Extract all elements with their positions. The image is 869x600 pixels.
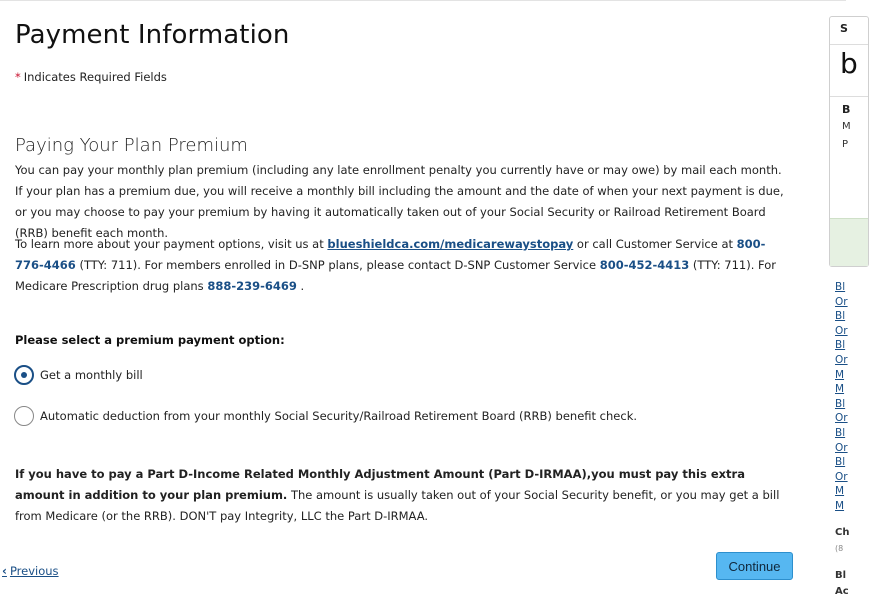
radio-label: Get a monthly bill <box>40 368 143 382</box>
customer-service-phone[interactable]: 800-776-4466 <box>15 237 766 272</box>
premium-description: You can pay your monthly plan premium (including any late enrollment penalty you currently have or may owe) by mail each month. If your plan has a premium due, you will receive a monthly bill including the amount and the date of when your next payment is due, or you may choose to pay your premium by having it automatically taken out of your Social Security or Railroad Retirement Board (RRB) benefit each month. <box>15 163 784 240</box>
sidebar-link[interactable]: Bl <box>835 281 846 293</box>
sidebar-contact-phone: (8 <box>835 544 844 553</box>
sidebar-footer-line-1: Bl <box>835 570 847 581</box>
sidebar-footer-text <box>835 568 849 600</box>
sidebar-link[interactable]: Or <box>835 412 848 425</box>
chevron-left-icon: ‹ <box>2 564 7 578</box>
sidebar-link[interactable]: Or <box>835 295 848 308</box>
dsnp-phone[interactable]: 800-452-4413 <box>599 258 690 272</box>
section-title: Paying Your Plan Premium <box>15 135 248 156</box>
top-divider <box>0 0 846 1</box>
info-text-c: (TTY: 711). For members enrolled in D-SNP plans, please contact D-SNP Customer Service <box>75 258 600 272</box>
sidebar-link[interactable]: Or <box>835 324 848 337</box>
sidebar-link[interactable]: Bl <box>835 339 846 352</box>
sidebar-contact-heading: Ch <box>835 527 850 538</box>
info-text-d: (TTY: 711). For Medicare Prescription drug plans <box>15 258 776 293</box>
irmaa-text: The amount is usually taken out of your Social Security benefit, or you may get a bill from Medicare (or the RRB). DON'T pay Integrity, LLC the Part D-IRMAA. <box>15 488 780 523</box>
sidebar-link[interactable]: Or <box>835 353 848 366</box>
payment-options-info <box>15 234 785 297</box>
sidebar-link[interactable]: Bl <box>835 310 846 323</box>
sidebar-footer-line-2: Ac <box>835 586 849 597</box>
sidebar-links <box>835 280 855 514</box>
info-text-a: To learn more about your payment options, visit us at <box>15 237 328 251</box>
medicare-ways-to-pay-link[interactable]: blueshieldca.com/medicarewaystopay <box>327 237 574 251</box>
continue-button[interactable]: Continue <box>716 552 793 580</box>
sidebar-detail-2: P <box>842 139 849 150</box>
sidebar-link[interactable]: Bl <box>835 397 846 410</box>
required-asterisk: * <box>15 70 21 84</box>
sidebar-link[interactable]: M <box>835 499 845 512</box>
radio-button-selected[interactable] <box>14 365 34 385</box>
sidebar-link[interactable]: Or <box>835 441 848 454</box>
sidebar-summary-card <box>829 16 869 267</box>
sidebar-link[interactable]: M <box>835 485 845 498</box>
sidebar-link[interactable]: M <box>835 368 845 381</box>
radio-label: Automatic deduction from your monthly Social Security/Railroad Retirement Board (RRB) benefit check. <box>40 409 638 423</box>
page-title: Payment Information <box>15 20 290 50</box>
sidebar-link[interactable]: Bl <box>835 456 846 469</box>
required-fields-text: Indicates Required Fields <box>23 70 167 84</box>
sidebar-link[interactable]: M <box>835 383 845 396</box>
radio-option-automatic-deduction[interactable] <box>14 406 637 426</box>
previous-label: Previous <box>9 564 59 578</box>
sidebar-link[interactable]: Bl <box>835 426 846 439</box>
info-text-b: or call Customer Service at <box>573 237 737 251</box>
info-text-e: . <box>296 279 305 293</box>
irmaa-bold-text: If you have to pay a Part D-Income Related Monthly Adjustment Amount (Part D-IRMAA),you must pay this extra amount in addition to your plan premium. <box>15 467 745 502</box>
sidebar-link[interactable]: Or <box>835 470 848 483</box>
required-fields-note <box>15 70 167 84</box>
sidebar-card-header: S <box>830 17 868 45</box>
radio-option-monthly-bill[interactable] <box>14 365 143 385</box>
sidebar-total-band <box>830 218 868 266</box>
irmaa-notice <box>15 464 785 527</box>
previous-link[interactable] <box>2 564 59 578</box>
sidebar-detail-1: M <box>842 121 851 132</box>
drug-plan-phone[interactable]: 888-239-6469 <box>207 279 297 293</box>
payment-option-question: Please select a premium payment option: <box>15 333 285 347</box>
sidebar-logo: b <box>830 45 868 97</box>
sidebar-plan-name: B <box>842 103 851 116</box>
radio-button[interactable] <box>14 406 34 426</box>
